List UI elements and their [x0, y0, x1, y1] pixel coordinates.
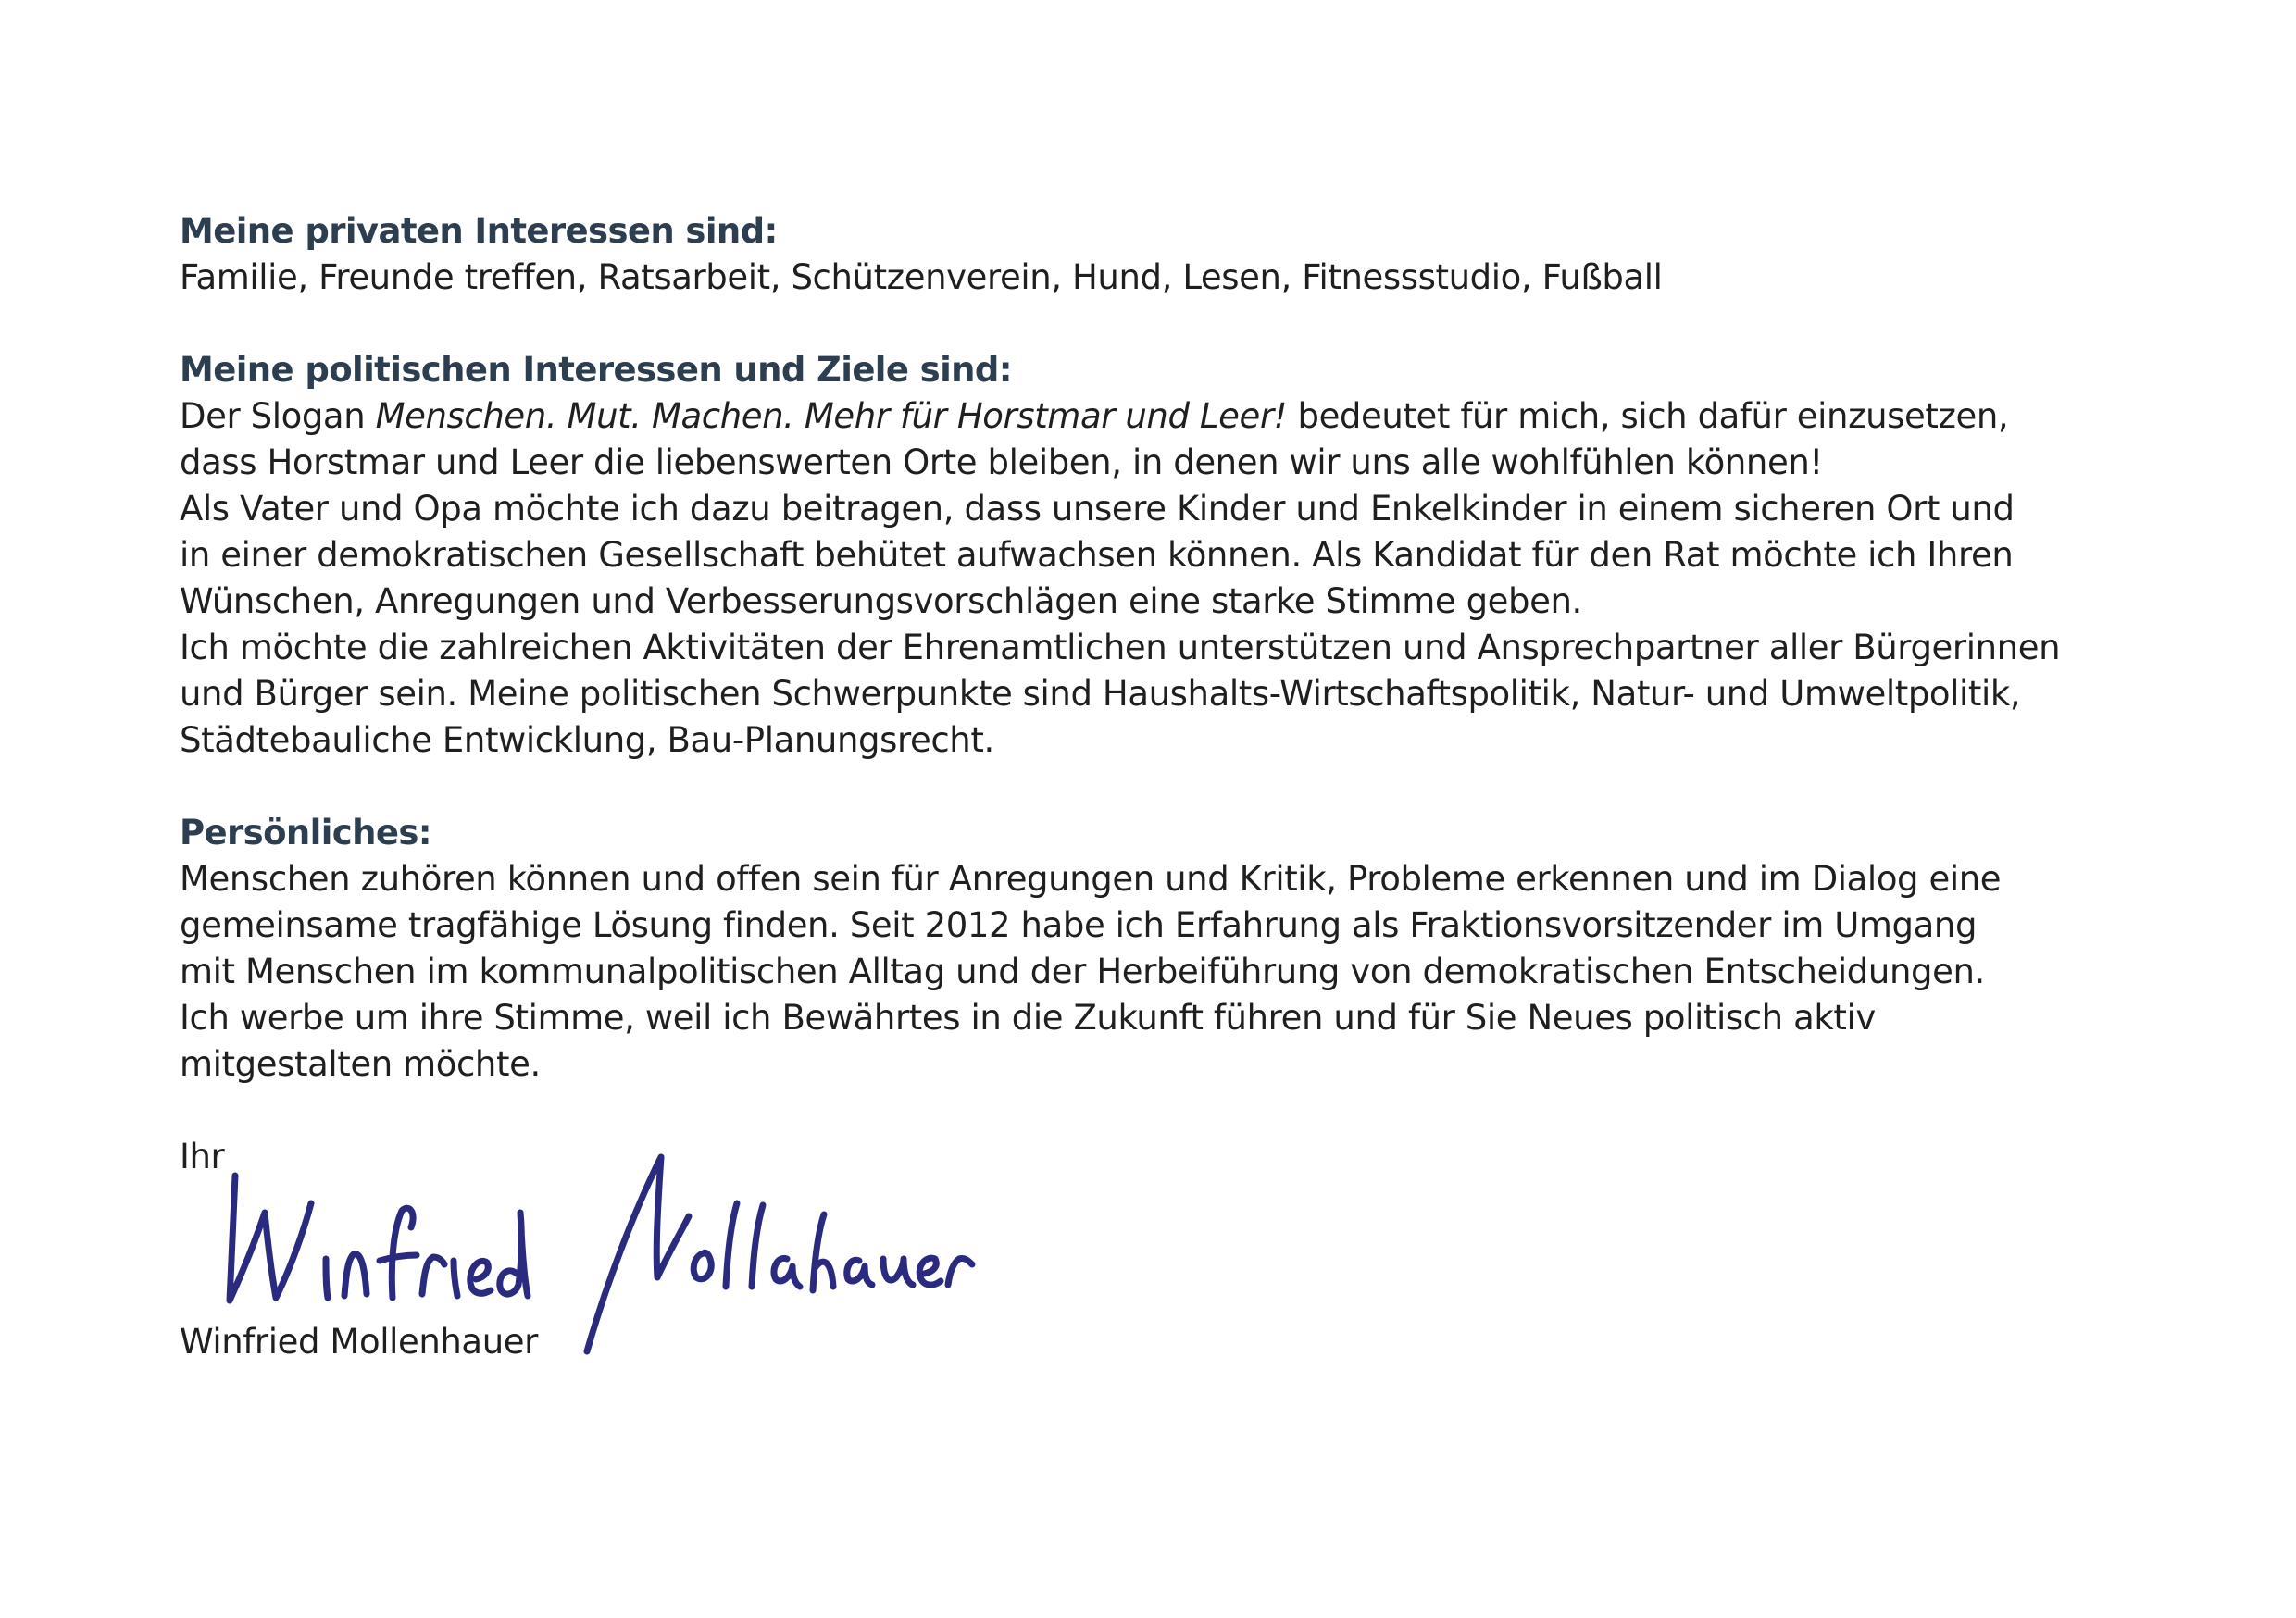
personal-line: mitgestalten möchte. [180, 1044, 541, 1084]
political-interests-line: Ich möchte die zahlreichen Aktivitäten der Ehrenamtlichen unterstützen und Ansprechpartner aller Bürgerinnen [180, 628, 2061, 667]
section-spacer [180, 764, 2253, 810]
political-interests-line: Städtebauliche Entwicklung, Bau-Planungsrecht. [180, 720, 994, 760]
personal-line: Menschen zuhören können und offen sein für Anregungen und Kritik, Probleme erkennen und im Dialog eine [180, 859, 2002, 899]
political-interests-line: in einer demokratischen Gesellschaft behütet aufwachsen können. Als Kandidat für den Rat möchte ich Ihren [180, 535, 2014, 575]
section-spacer [180, 301, 2253, 347]
personal-line: gemeinsame tragfähige Lösung finden. Seit 2012 habe ich Erfahrung als Fraktionsvorsitzender im Umgang [180, 905, 1978, 945]
slogan-text: Menschen. Mut. Machen. Mehr für Horstmar und Leer! [375, 396, 1288, 436]
slogan-continuation: bedeutet für mich, sich dafür einzusetzen, [1287, 396, 2009, 436]
private-interests-line: Familie, Freunde treffen, Ratsarbeit, Schützenverein, Hund, Lesen, Fitnessstudio, Fußball [180, 257, 1663, 297]
section-spacer [180, 1088, 2253, 1134]
political-interests-line: dass Horstmar und Leer die liebenswerten Orte bleiben, in denen wir uns alle wohlfühlen können! [180, 442, 1823, 482]
political-interests-line [180, 393, 2253, 440]
closing-salutation: Ihr [180, 1137, 225, 1176]
slogan-intro: Der Slogan [180, 396, 376, 436]
handwritten-signature [207, 1139, 985, 1361]
candidate-profile-text [180, 208, 2253, 1365]
personal-heading: Persönliches: [180, 813, 431, 853]
political-interests-line: und Bürger sein. Meine politischen Schwerpunkte sind Haushalts-Wirtschaftspolitik, Natur- und Umweltpolitik, [180, 674, 2021, 714]
private-interests-heading: Meine privaten Interessen sind: [180, 211, 778, 251]
personal-line: Ich werbe um ihre Stimme, weil ich Bewährtes in die Zukunft führen und für Sie Neues politisch aktiv [180, 998, 1876, 1038]
political-interests-line: Als Vater und Opa möchte ich dazu beitragen, dass unsere Kinder und Enkelkinder in einem sicheren Ort und [180, 489, 2015, 529]
political-interests-heading: Meine politischen Interessen und Ziele sind: [180, 350, 1012, 390]
political-interests-line: Wünschen, Anregungen und Verbesserungsvorschlägen eine starke Stimme geben. [180, 581, 1582, 621]
signatory-name: Winfried Mollenhauer [180, 1322, 538, 1362]
personal-line: mit Menschen im kommunalpolitischen Alltag und der Herbeiführung von demokratischen Entscheidungen. [180, 952, 1985, 991]
signature-area [180, 1180, 2253, 1319]
